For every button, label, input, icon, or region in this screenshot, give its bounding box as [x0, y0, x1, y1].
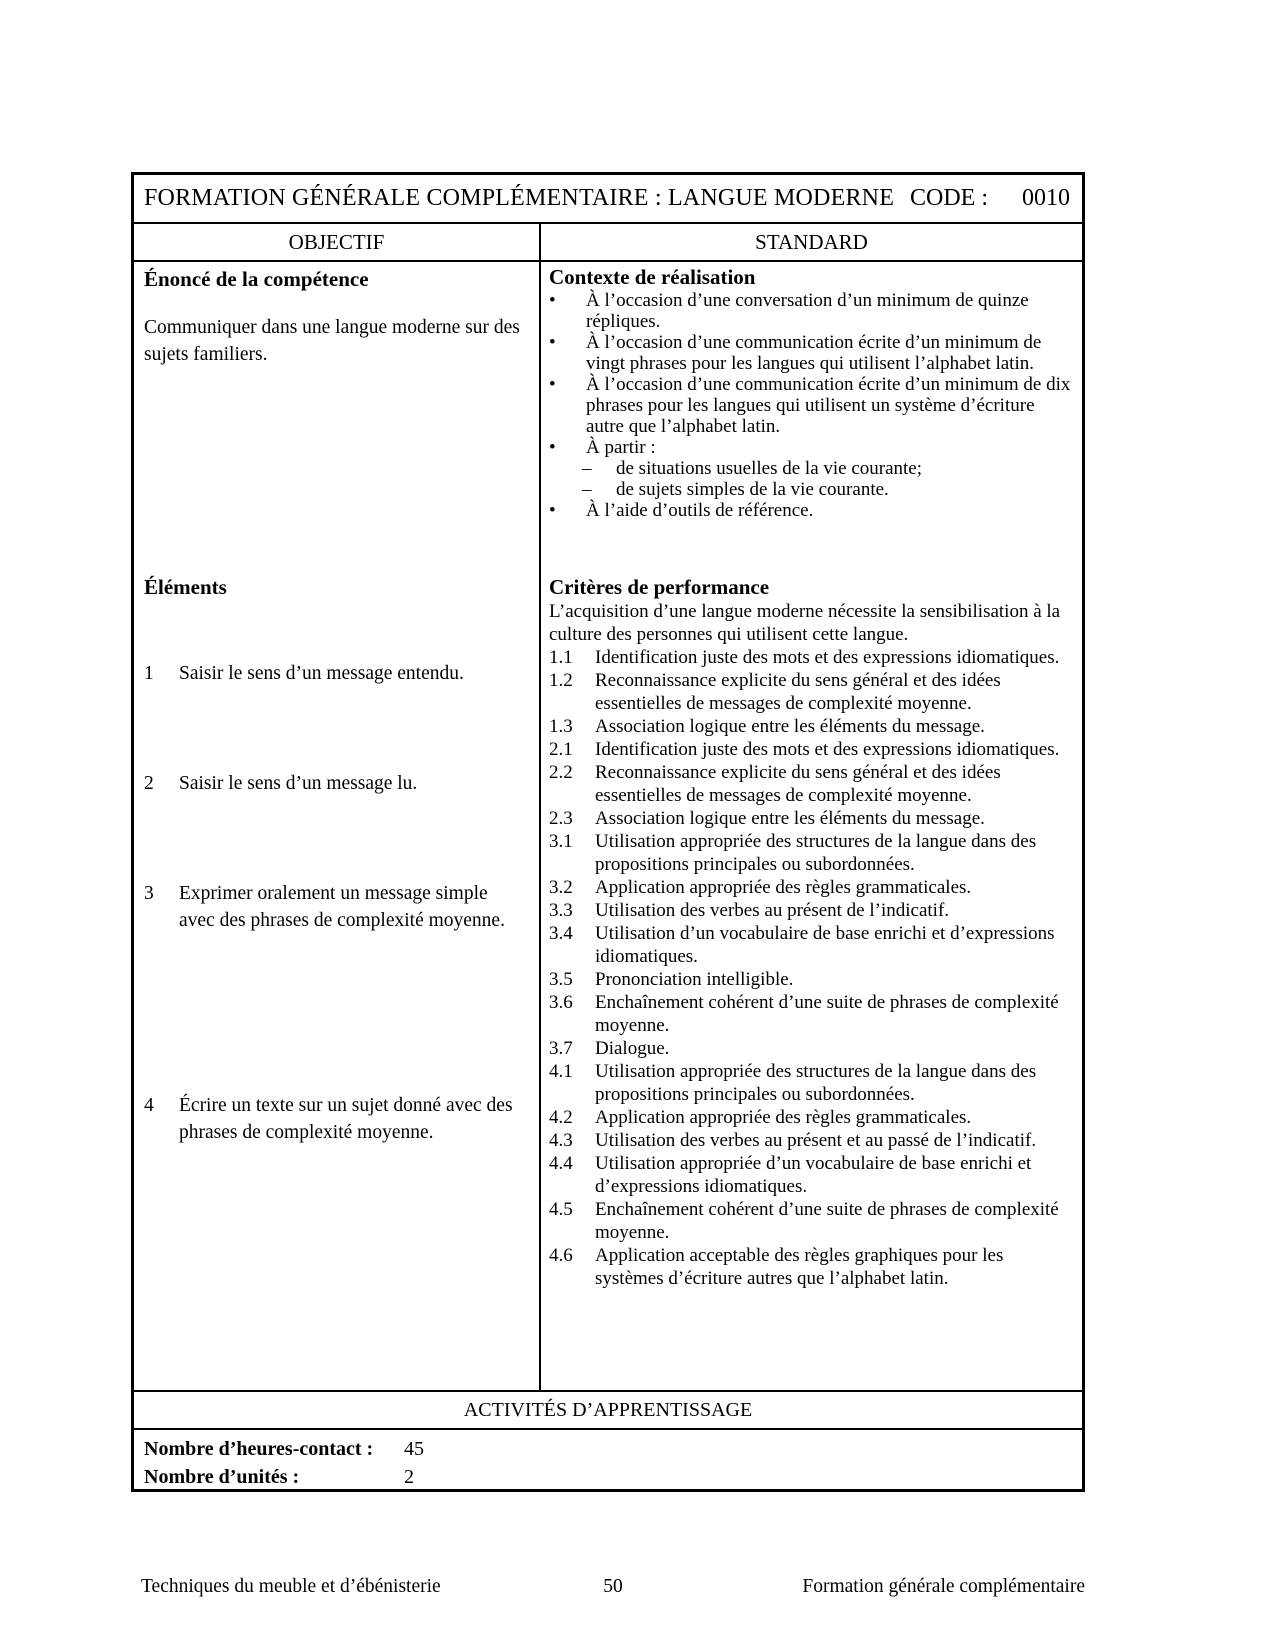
- column-header-standard: STANDARD: [755, 229, 868, 254]
- bullet-text: À l’aide d’outils de référence.: [586, 500, 814, 521]
- bullet-text: À partir :: [586, 437, 656, 458]
- critere-text: Identification juste des mots et des expressions idiomatiques.: [595, 739, 1060, 760]
- element-text: Saisir le sens d’un message entendu.: [179, 663, 464, 684]
- element-text: Écrire un texte sur un sujet donné avec des phrases de complexité moyenne.: [179, 1095, 513, 1143]
- critere-number: 2.1: [549, 739, 573, 760]
- bullet-item: [549, 290, 1076, 332]
- element-item: [144, 660, 527, 687]
- hours-units-row: [134, 1430, 1082, 1496]
- program-table: [131, 172, 1085, 1492]
- critere-item: [549, 830, 1076, 876]
- critere-text: Dialogue.: [595, 1038, 670, 1059]
- dash-marker: –: [582, 479, 592, 500]
- element-text: Exprimer oralement un message simple avec des phrases de complexité moyenne.: [179, 883, 505, 931]
- footer-section-name: Formation générale complémentaire: [802, 1576, 1085, 1597]
- bullet-marker: •: [549, 290, 556, 311]
- critere-text: Application appropriée des règles grammaticales.: [595, 877, 972, 898]
- document-title: FORMATION GÉNÉRALE COMPLÉMENTAIRE : LANGUE MODERNE: [144, 185, 895, 211]
- critere-text: Utilisation appropriée des structures de la langue dans des propositions principales ou subordonnées.: [595, 831, 1037, 875]
- critere-text: Reconnaissance explicite du sens général et des idées essentielles de messages de complexité moyenne.: [595, 670, 1001, 714]
- critere-item: [549, 738, 1076, 761]
- bullet-text: À l’occasion d’une communication écrite d’un minimum de vingt phrases pour les langues qui utilisent l’alphabet latin.: [586, 332, 1042, 374]
- critere-item: [549, 669, 1076, 715]
- criteres-intro: L’acquisition d’une langue moderne nécessite la sensibilisation à la culture des personnes qui utilisent cette langue.: [549, 601, 1061, 645]
- hours-label: Nombre d’heures-contact :: [144, 1438, 374, 1460]
- critere-item: [549, 876, 1076, 899]
- contexte-section: [549, 264, 1076, 521]
- footer-page-number: 50: [603, 1576, 623, 1597]
- critere-item: [549, 1152, 1076, 1198]
- critere-text: Association logique entre les éléments du message.: [595, 808, 985, 829]
- bullet-item: [549, 374, 1076, 437]
- critere-item: [549, 1060, 1076, 1106]
- bullet-marker: •: [549, 437, 556, 458]
- hours-value: 45: [404, 1438, 424, 1460]
- critere-item: [549, 807, 1076, 830]
- critere-number: 1.3: [549, 716, 573, 737]
- critere-number: 3.2: [549, 877, 573, 898]
- enonce-text: Communiquer dans une langue moderne sur des sujets familiers.: [144, 317, 520, 365]
- dash-text: de situations usuelles de la vie courante;: [616, 458, 923, 479]
- main-content-row: [134, 262, 1082, 1392]
- critere-text: Application appropriée des règles grammaticales.: [595, 1107, 972, 1128]
- objectif-column: [134, 262, 541, 1390]
- critere-text: Enchaînement cohérent d’une suite de phrases de complexité moyenne.: [595, 1199, 1059, 1243]
- critere-number: 1.2: [549, 670, 573, 691]
- critere-number: 4.5: [549, 1199, 573, 1220]
- critere-number: 4.6: [549, 1245, 573, 1266]
- dash-marker: –: [582, 458, 592, 479]
- critere-text: Application acceptable des règles graphiques pour les systèmes d’écriture autres que l’alphabet latin.: [595, 1245, 1004, 1289]
- element-item: [144, 770, 527, 797]
- bullet-item: [549, 437, 1076, 458]
- critere-number: 3.5: [549, 969, 573, 990]
- code-label: CODE :: [910, 185, 988, 211]
- critere-number: 1.1: [549, 647, 573, 668]
- critere-item: [549, 761, 1076, 807]
- bullet-marker: •: [549, 374, 556, 395]
- critere-number: 3.3: [549, 900, 573, 921]
- critere-item: [549, 715, 1076, 738]
- footer-program-name: Techniques du meuble et d’ébénisterie: [141, 1576, 441, 1597]
- units-label: Nombre d’unités :: [144, 1466, 300, 1488]
- element-number: 2: [144, 773, 154, 794]
- critere-item: [549, 1198, 1076, 1244]
- critere-number: 4.1: [549, 1061, 573, 1082]
- critere-number: 2.2: [549, 762, 573, 783]
- critere-text: Utilisation des verbes au présent de l’indicatif.: [595, 900, 950, 921]
- units-value: 2: [404, 1466, 414, 1488]
- column-header-row: [134, 224, 1082, 262]
- critere-text: Prononciation intelligible.: [595, 969, 794, 990]
- dash-item: [549, 479, 1076, 500]
- bullet-marker: •: [549, 500, 556, 521]
- critere-number: 4.3: [549, 1130, 573, 1151]
- critere-text: Enchaînement cohérent d’une suite de phrases de complexité moyenne.: [595, 992, 1059, 1036]
- critere-item: [549, 1106, 1076, 1129]
- criteres-heading: Critères de performance: [549, 575, 770, 599]
- critere-text: Utilisation d’un vocabulaire de base enrichi et d’expressions idiomatiques.: [595, 923, 1055, 967]
- critere-item: [549, 1037, 1076, 1060]
- critere-item: [549, 1129, 1076, 1152]
- enonce-heading: Énoncé de la compétence: [144, 267, 369, 291]
- column-header-objectif: OBJECTIF: [134, 224, 541, 260]
- contexte-heading: Contexte de réalisation: [549, 265, 756, 289]
- element-item: [144, 1092, 527, 1146]
- critere-item: [549, 646, 1076, 669]
- critere-number: 4.4: [549, 1153, 573, 1174]
- critere-number: 3.7: [549, 1038, 573, 1059]
- bullet-item: [549, 500, 1076, 521]
- dash-text: de sujets simples de la vie courante.: [616, 479, 889, 500]
- element-number: 3: [144, 883, 154, 904]
- critere-text: Association logique entre les éléments du message.: [595, 716, 985, 737]
- critere-text: Utilisation appropriée d’un vocabulaire de base enrichi et d’expressions idiomatiques.: [595, 1153, 1032, 1197]
- title-row: [134, 175, 1082, 224]
- element-item: [144, 880, 527, 934]
- bullet-item: [549, 332, 1076, 374]
- element-text: Saisir le sens d’un message lu.: [179, 773, 418, 794]
- criteres-section: [549, 574, 1076, 1290]
- contexte-list: [549, 290, 1076, 521]
- critere-text: Identification juste des mots et des expressions idiomatiques.: [595, 647, 1060, 668]
- bullet-text: À l’occasion d’une communication écrite d’un minimum de dix phrases pour les langues qui utilisent un système d’écriture autre que l’alphabet latin.: [586, 374, 1071, 437]
- elements-heading: Éléments: [144, 575, 227, 599]
- critere-number: 4.2: [549, 1107, 573, 1128]
- element-number: 4: [144, 1095, 154, 1116]
- bullet-text: À l’occasion d’une conversation d’un minimum de quinze répliques.: [586, 290, 1029, 332]
- element-number: 1: [144, 663, 154, 684]
- critere-item: [549, 899, 1076, 922]
- units-line: [144, 1463, 1072, 1491]
- critere-number: 3.6: [549, 992, 573, 1013]
- critere-text: Utilisation appropriée des structures de la langue dans des propositions principales ou subordonnées.: [595, 1061, 1037, 1105]
- critere-number: 3.1: [549, 831, 573, 852]
- critere-text: Utilisation des verbes au présent et au passé de l’indicatif.: [595, 1130, 1037, 1151]
- page-footer: [131, 1576, 1085, 1598]
- standard-column: [541, 262, 1082, 1390]
- critere-item: [549, 968, 1076, 991]
- critere-text: Reconnaissance explicite du sens général et des idées essentielles de messages de complexité moyenne.: [595, 762, 1001, 806]
- activities-heading: ACTIVITÉS D’APPRENTISSAGE: [463, 1398, 753, 1421]
- activities-heading-row: [134, 1392, 1082, 1430]
- critere-item: [549, 1244, 1076, 1290]
- code-value: 0010: [1022, 185, 1070, 211]
- dash-item: [549, 458, 1076, 479]
- critere-item: [549, 991, 1076, 1037]
- critere-item: [549, 922, 1076, 968]
- hours-line: [144, 1435, 1072, 1463]
- critere-number: 2.3: [549, 808, 573, 829]
- bullet-marker: •: [549, 332, 556, 353]
- critere-number: 3.4: [549, 923, 573, 944]
